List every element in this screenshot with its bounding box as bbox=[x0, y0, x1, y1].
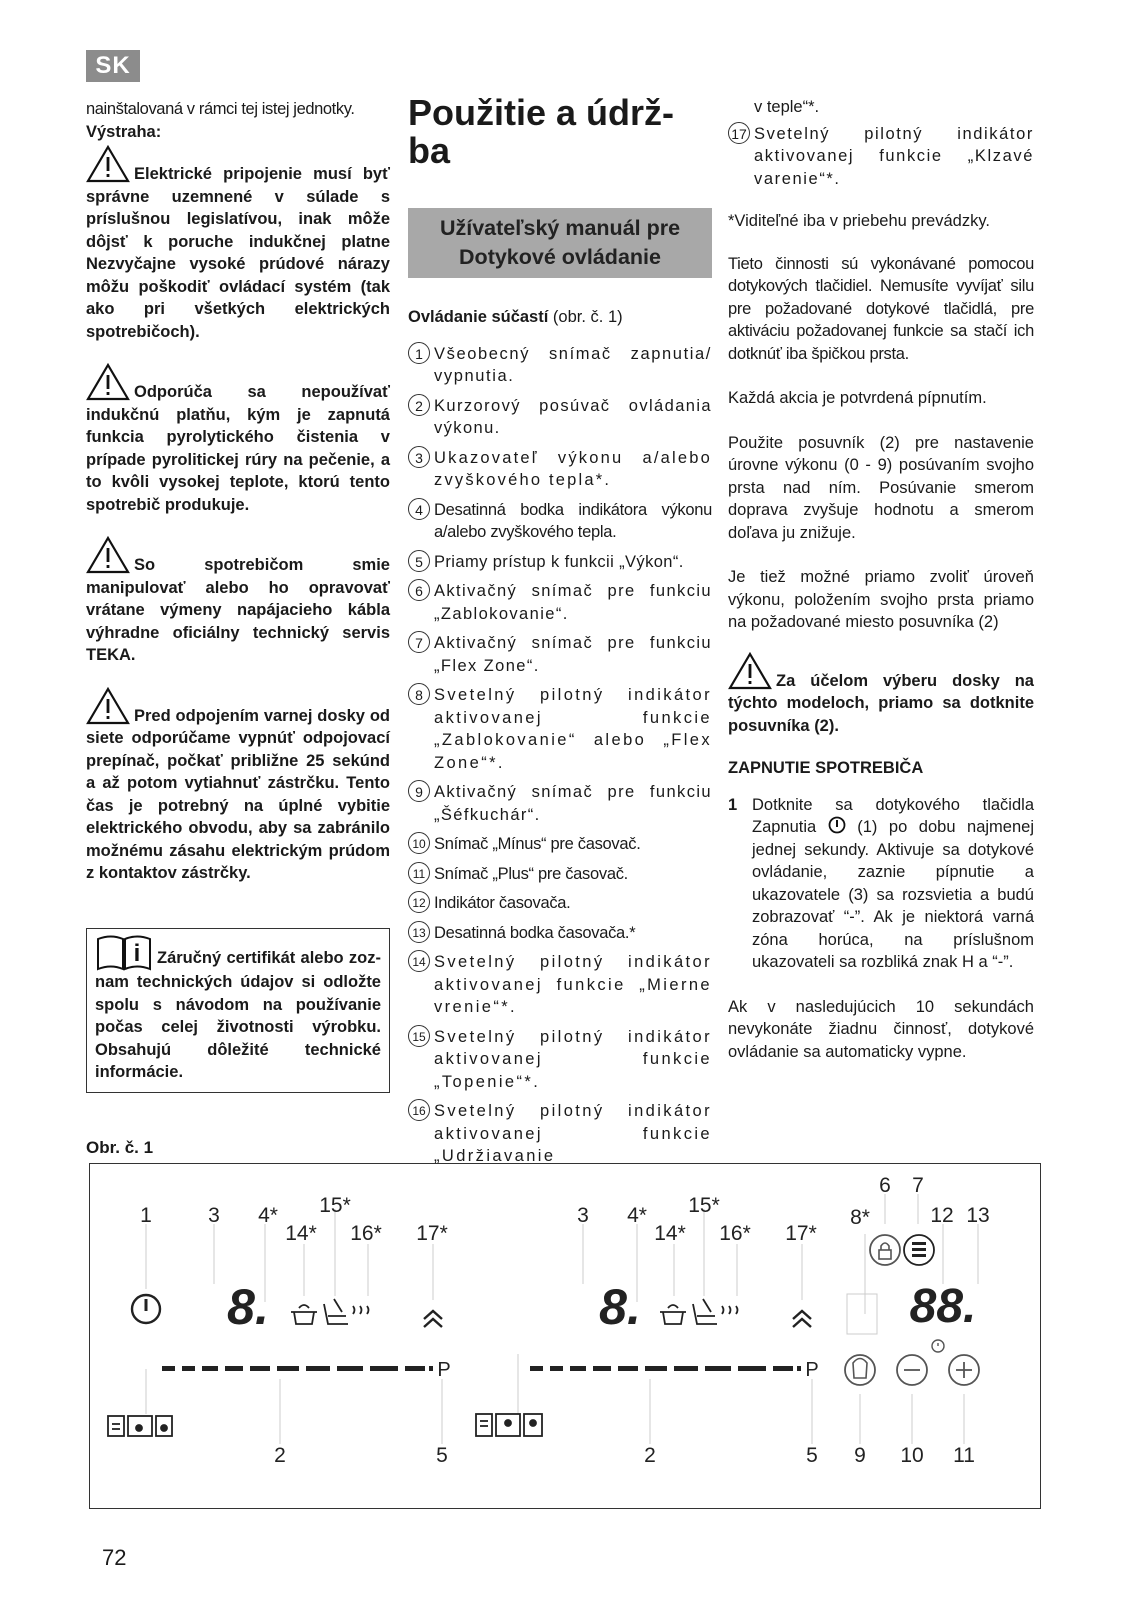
zone-selector-icons-left bbox=[108, 1416, 172, 1436]
manual-book-icon bbox=[95, 933, 153, 971]
callout-label: 7 bbox=[912, 1174, 924, 1197]
callout-label: 9 bbox=[854, 1444, 866, 1467]
step-1: 1 Dotknite sa dotykového tlačidla Zapnutia (1) po dobu najmenej jednej sekundy. Aktivuje sa dotykové ovládanie, zaznie pípnutie a ukazovatele (3) sa rozsvietia a budú zobrazovať “-”. Ak je niektorá varná zóna horúca, na príslušnom ukazovateli sa rozbliká znak H a “-”. bbox=[728, 795, 1034, 971]
callout-label: 17* bbox=[416, 1222, 448, 1245]
callout-label: 5 bbox=[436, 1444, 448, 1467]
paragraph-auto-off: Ak v nasledujúcich 10 sekundách nevykonáte žiadnu činnosť, dotykové ovládanie sa automaticky vypne. bbox=[728, 997, 1034, 1061]
warning-triangle-icon bbox=[728, 652, 772, 690]
power-display-left: 8. bbox=[227, 1279, 269, 1335]
callout-label: 14* bbox=[285, 1222, 317, 1245]
list-item: 5 Priamy prístup k funkcii „Výkon“. bbox=[408, 551, 712, 574]
timer-display: 88. bbox=[909, 1280, 977, 1333]
item-number: 3 bbox=[408, 446, 430, 468]
list-item: 6 Aktivačný snímač pre funkciu „Zablokovanie“. bbox=[408, 580, 712, 625]
item-number: 15 bbox=[408, 1025, 430, 1047]
callout-label: 4* bbox=[627, 1204, 647, 1227]
item-number: 14 bbox=[408, 950, 430, 972]
cooking-function-icons-left bbox=[291, 1299, 369, 1324]
callout-label: 16* bbox=[350, 1222, 382, 1245]
chef-button-icon bbox=[845, 1355, 875, 1385]
item-number: 6 bbox=[408, 579, 430, 601]
callout-label: 11 bbox=[953, 1444, 975, 1467]
list-item: 2 Kurzorový posúvač ovládania výkonu. bbox=[408, 395, 712, 440]
callout-label: 15* bbox=[688, 1194, 720, 1217]
item-number: 5 bbox=[408, 550, 430, 572]
controls-list bbox=[408, 343, 712, 1168]
column-right bbox=[728, 96, 1034, 1063]
list-item: 17 Svetelný pilotný indikátor aktivovanej funkcie „Klzavé varenie“*. bbox=[728, 123, 1034, 191]
item-number: 8 bbox=[408, 683, 430, 705]
column-left bbox=[86, 98, 390, 885]
info-box: i Záručný certifikát alebo zoz- nam technických údajov si odložte spolu s návodom na používanie počas celej životnosti výrobku. Obsahujú dôležité technické informácie. bbox=[86, 928, 390, 1093]
language-badge: SK bbox=[86, 50, 140, 82]
warning-title: Výstraha: bbox=[86, 122, 162, 141]
item-number: 9 bbox=[408, 780, 430, 802]
callout-label: 14* bbox=[654, 1222, 686, 1245]
power-display-right: 8. bbox=[599, 1279, 641, 1335]
section-heading-power-on: ZAPNUTIE SPOTREBIČA bbox=[728, 759, 924, 777]
warning-disconnect: Pred odpojením varnej dosky od siete odporúčame vypnúť odpojovací prepínač, počkať približne 25 sekúnd a až potom vytiahnuť zástrčku. Tento čas je potrebný na úplné vybitie elektrického obvodu, aby sa zabránilo možnému zásahu elektrickým prúdom z kontaktov zástrčky. bbox=[86, 687, 390, 885]
list-item: 7 Aktivačný snímač pre funkciu „Flex Zone“. bbox=[408, 632, 712, 677]
power-slider-right bbox=[530, 1366, 801, 1371]
callout-label: 4* bbox=[258, 1204, 278, 1227]
paragraph-touch: Tieto činnosti sú vykonávané pomocou dotykových tlačidiel. Nemusíte vyvíjať silu pre požadované dotykové tlačidlá, pre aktiváciu požadovanej funkcie sa stačí ich dotknúť iba špičkou prsta. bbox=[728, 254, 1034, 363]
list-item: 15 Svetelný pilotný indikátor aktivovanej funkcie „Topenie“*. bbox=[408, 1026, 712, 1094]
list-item: 16 Svetelný pilotný indikátor aktivovanej funkcie „Udržiavanie bbox=[408, 1100, 712, 1168]
flex-zone-button-icon bbox=[904, 1235, 934, 1265]
item-16-continuation: v teple“*. bbox=[754, 98, 820, 116]
list-item: 10 Snímač „Mínus“ pre časovač. bbox=[408, 833, 712, 856]
item-number: 13 bbox=[408, 921, 430, 943]
list-item: 8 Svetelný pilotný indikátor aktivovanej funkcie „Zablokovanie“ alebo „Flex Zone“*. bbox=[408, 684, 712, 774]
glide-cooking-icon-right bbox=[793, 1311, 811, 1327]
lock-button-icon bbox=[870, 1235, 900, 1265]
callout-label: 17* bbox=[785, 1222, 817, 1245]
control-panel-diagram bbox=[90, 1164, 1039, 1507]
plus-button-icon bbox=[949, 1355, 979, 1385]
warning-electric: Elektrické pripojenie musí byť správne uzemnené v súlade s príslušnou legislatívou, inak môže dôjsť k poruche indukčnej platne Nezvyčajne vysoké prúdové nárazy môžu poškodiť ovládací systém (tak ako pri všetkých elektrických spotrebičoch). bbox=[86, 145, 390, 343]
list-item: 3 Ukazovateľ výkonu a/alebo zvyškového tepla*. bbox=[408, 447, 712, 492]
item-number: 10 bbox=[408, 832, 430, 854]
power-button-icon bbox=[132, 1295, 160, 1323]
zone-selector-icons-right bbox=[476, 1414, 542, 1436]
item-number: 11 bbox=[408, 862, 430, 884]
item-number: 17 bbox=[728, 122, 750, 144]
power-boost-label-left: P bbox=[437, 1359, 451, 1381]
item-number: 1 bbox=[408, 342, 430, 364]
callout-label: 15* bbox=[319, 1194, 351, 1217]
warning-service: So spotrebičom smie manipulovať alebo ho opravovať vrátane výmeny napájacieho kábla výhradne oficiálny technický servis TEKA. bbox=[86, 536, 390, 667]
power-slider-left bbox=[162, 1366, 433, 1371]
power-boost-label-right: P bbox=[805, 1359, 819, 1381]
list-item: 12 Indikátor časovača. bbox=[408, 892, 712, 915]
list-item: 1 Všeobecný snímač zapnutia/ vypnutia. bbox=[408, 343, 712, 388]
column-middle bbox=[408, 94, 712, 1168]
callout-label: 13 bbox=[966, 1204, 990, 1227]
warning-select: Za účelom výberu dosky na týchto modeloch, priamo sa dotknite posuvníka (2). bbox=[728, 652, 1034, 738]
callout-label: 3 bbox=[208, 1204, 220, 1227]
section-banner: Užívateľský manuál pre Dotykové ovládanie bbox=[408, 208, 712, 278]
control-panel-figure bbox=[89, 1163, 1041, 1509]
callout-label: 3 bbox=[577, 1204, 589, 1227]
cooking-function-icons-right bbox=[660, 1299, 738, 1324]
minus-button-icon bbox=[897, 1355, 927, 1385]
controls-heading: Ovládanie súčastí (obr. č. 1) bbox=[408, 308, 623, 326]
list-item: 13 Desatinná bodka časovača.* bbox=[408, 922, 712, 945]
callout-label: 10 bbox=[900, 1444, 924, 1467]
item-number: 7 bbox=[408, 631, 430, 653]
item-number: 16 bbox=[408, 1099, 430, 1121]
callout-label: 2 bbox=[644, 1444, 656, 1467]
list-item: 4 Desatinná bodka indikátora výkonu a/alebo zvyškového tepla. bbox=[408, 499, 712, 544]
callout-label: 12 bbox=[930, 1204, 954, 1227]
svg-text:i: i bbox=[133, 940, 141, 967]
callout-label: 5 bbox=[806, 1444, 818, 1467]
callout-label: 2 bbox=[274, 1444, 286, 1467]
paragraph-direct: Je tiež možné priamo zvoliť úroveň výkonu, položením svojho prsta priamo na požadované miesto posuvníka (2) bbox=[728, 568, 1034, 631]
callout-label: 6 bbox=[879, 1174, 891, 1197]
item-number: 2 bbox=[408, 394, 430, 416]
timer-icon bbox=[932, 1340, 944, 1352]
callout-label: 1 bbox=[140, 1204, 152, 1227]
visibility-note: *Viditeľné iba v priebehu prevádzky. bbox=[728, 212, 990, 230]
list-item: 14 Svetelný pilotný indikátor aktivovanej funkcie „Mierne vrenie“*. bbox=[408, 951, 712, 1019]
page-number: 72 bbox=[102, 1545, 127, 1570]
item-number: 12 bbox=[408, 891, 430, 913]
warning-triangle-icon bbox=[86, 687, 130, 725]
intro-line: nainštalovaná v rámci tej istej jednotky. bbox=[86, 100, 355, 118]
warning-pyrolytic: Odporúča sa nepoužívať indukčnú platňu, kým je zapnutá funkcia pyrolytického čistenia v prípade pyrolitickej rúry na pečenie, a to kvôli vysokej teplote, ktorú tento spotrebič produkuje. bbox=[86, 363, 390, 516]
list-item: 11 Snímač „Plus“ pre časovač. bbox=[408, 863, 712, 886]
callout-label: 16* bbox=[719, 1222, 751, 1245]
power-icon bbox=[828, 816, 846, 834]
warning-triangle-icon bbox=[86, 363, 130, 401]
figure-label: Obr. č. 1 bbox=[86, 1138, 154, 1157]
callout-label: 8* bbox=[850, 1206, 870, 1229]
page-title: Použitie a údrž-ba bbox=[408, 92, 675, 171]
warning-triangle-icon bbox=[86, 145, 130, 183]
paragraph-beep: Každá akcia je potvrdená pípnutím. bbox=[728, 389, 987, 407]
paragraph-slider: Použite posuvník (2) pre nastavenie úrovne výkonu (0 - 9) posúvaním svojho prsta nad ním. Posúvanie smerom doprava zvyšuje hodnotu a smerom doľava ju znižuje. bbox=[728, 433, 1034, 542]
item-number: 4 bbox=[408, 498, 430, 520]
list-item: 9 Aktivačný snímač pre funkciu „Šéfkuchár“. bbox=[408, 781, 712, 826]
glide-cooking-icon-left bbox=[424, 1311, 442, 1327]
step-number: 1 bbox=[728, 795, 738, 814]
warning-triangle-icon bbox=[86, 536, 130, 574]
